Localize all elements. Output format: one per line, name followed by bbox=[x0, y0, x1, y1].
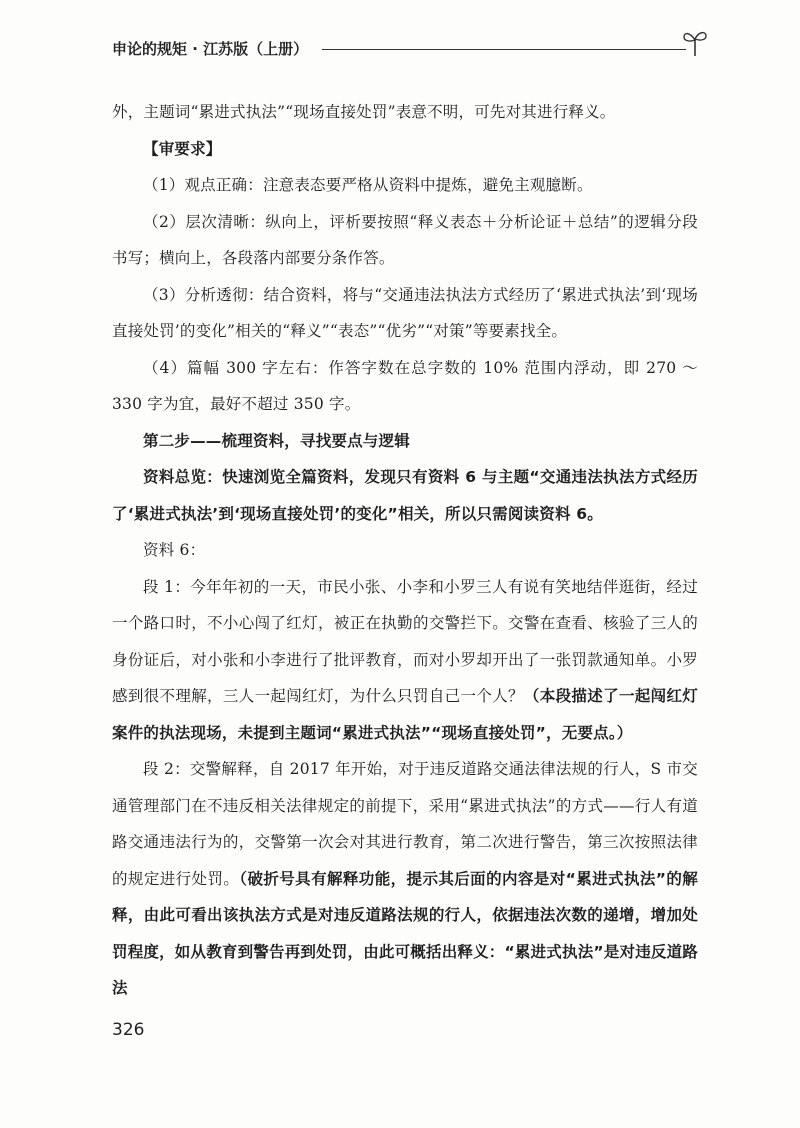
running-head-title: 申论的规矩 · 江苏版（上册） bbox=[112, 38, 316, 59]
material-paragraph-1 bbox=[112, 569, 698, 752]
paragraph-1-text: 段 1：今年年初的一天，市民小张、小李和小罗三人有说有笑地结伴逛街，经过一个路口时，不小心闯了红灯，被正在执勤的交警拦下。交警在查看、核验了三人的身份证后，对小张和小李进行了批评教育，而对小罗却开出了一张罚款通知单。小罗感到很不理解，三人一起闯红灯，为什么只罚自己一个人？ bbox=[112, 577, 698, 705]
material-overview: 资料总览：快速浏览全篇资料，发现只有资料 6 与主题“交通违法执法方式经历了‘累进式执法’到‘现场直接处罚’的变化”相关，所以只需阅读资料 6。 bbox=[112, 468, 698, 523]
requirement-item-2: （2）层次清晰：纵向上，评析要按照“释义表态＋分析论证＋总结”的逻辑分段书写；横向上，各段落内部要分条作答。 bbox=[112, 212, 698, 267]
body-text bbox=[112, 94, 698, 1007]
step-two-heading: 第二步——梳理资料，寻找要点与逻辑 bbox=[143, 431, 410, 450]
section-heading-requirements: 【审要求】 bbox=[143, 139, 222, 158]
requirement-item-4: （4）篇幅 300 字左右：作答字数在总字数的 10% 范围内浮动，即 270 ～ 330 字为宜，最好不超过 350 字。 bbox=[112, 358, 698, 413]
header-rule bbox=[322, 49, 686, 50]
running-head bbox=[112, 34, 708, 62]
material-label: 资料 6： bbox=[143, 541, 206, 559]
paragraph-2-annotation: （破折号具有解释功能，提示其后面的内容是对“累进式执法”的解释，由此可看出该执法方式是对违反道路法规的行人，依据违法次数的递增，增加处罚程度，如从教育到警告再到处罚，由此可概括出释义：“累进式执法”是对违反道路法 bbox=[112, 869, 698, 997]
paragraph-continuation: 外，主题词“累进式执法”“现场直接处罚”表意不明，可先对其进行释义。 bbox=[112, 103, 616, 121]
material-paragraph-2 bbox=[112, 751, 698, 1007]
paragraph-2-text: 段 2：交警解释，自 2017 年开始，对于违反道路交通法律法规的行人，S 市交通管理部门在不违反相关法律规定的前提下，采用“累进式执法”的方式——行人有道路交通违法行为的，交警第一次会对其进行教育，第二次进行警告，第三次按照法律的规定进行处罚。 bbox=[112, 760, 698, 888]
requirement-item-3: （3）分析透彻：结合资料，将与“交通违法执法方式经历了‘累进式执法’到‘现场直接处罚’的变化”相关的“释义”“表态”“优劣”“对策”等要素找全。 bbox=[112, 285, 698, 340]
page-number: 326 bbox=[112, 1020, 145, 1040]
paragraph-1-annotation: （本段描述了一起闯红灯案件的执法现场，未提到主题词“累进式执法”“现场直接处罚”，无要点。） bbox=[112, 687, 699, 742]
sprout-icon bbox=[682, 28, 708, 58]
requirement-item-1: （1）观点正确：注意表态要严格从资料中提炼，避免主观臆断。 bbox=[143, 176, 593, 194]
